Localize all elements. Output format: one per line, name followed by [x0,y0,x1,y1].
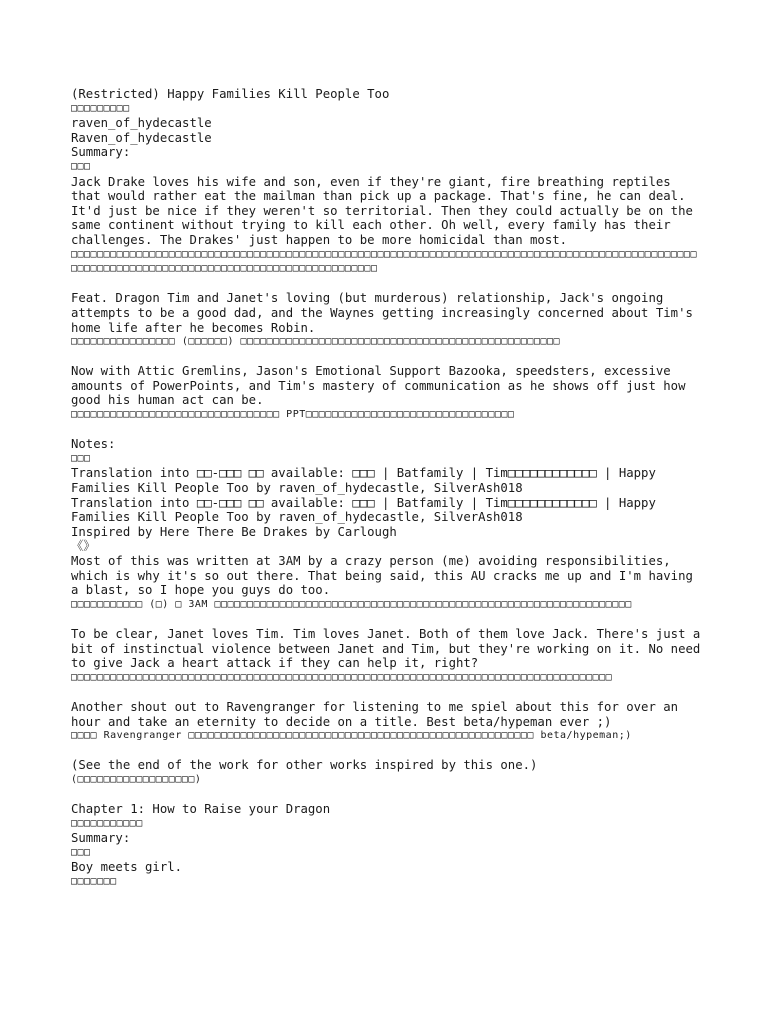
summary-paragraph: Feat. Dragon Tim and Janet's loving (but murderous) relationship, Jack's ongoing attempts to be a good dad, and the Waynes getting increasingly concerned about Tim's home life after he becomes Robin. [71,291,701,335]
notes-paragraph: To be clear, Janet loves Tim. Tim loves Janet. Both of them love Jack. There's just a bit of instinctual violence between Janet and Tim, but they're working on it. No need to give Jack a heart attack if they can help it, right? [71,626,708,671]
spacer [71,277,701,292]
chapter-title: Chapter 1: How to Raise your Dragon [71,802,331,817]
see-end-note[interactable]: (See the end of the work for other works inspired by this one.) [71,758,538,773]
summary-label: Summary: [71,145,131,160]
summary-paragraph-translation: □□□□□□□□□□□□□□□□□□□□□□□□□□□□□□□□ PPT□□□□□□□□□□□□□□□□□□□□□□□□□□□□□□□□ [71,409,515,421]
inspired-by-translation: 《》 [71,539,96,554]
spacer [71,423,701,438]
work-title: (Restricted) Happy Families Kill People Too [71,87,390,101]
author-name[interactable]: raven_of_hydecastle [71,116,212,131]
notes-paragraph-translation: □□□□□□□□□□□□□□□□□□□□□□□□□□□□□□□□□□□□□□□□□□□□□□□□□□□□□□□□□□□□□□□□□□□□□□□□□□□□□□□□□□□ [71,671,613,683]
see-end-note-translation: (□□□□□□□□□□□□□□□□□□) [71,773,202,785]
spacer [71,612,701,627]
spacer [71,788,701,803]
document-page [71,87,708,890]
summary-paragraph: Jack Drake loves his wife and son, even if they're giant, fire breathing reptiles that would rather eat the mailman than pick up a package. That's fine, he can deal. It'd just be nice if they weren't so territorial. Then they could actually be on the same continent without trying to kill each other. Oh well, every family has their challenges. The Drakes' just happen to be more homicidal than most. [71,174,701,247]
summary-label-translation: □□□ [71,160,91,172]
summary-paragraph-translation: □□□□□□□□□□□□□□□□□□□□□□□□□□□□□□□□□□□□□□□□□□□□□□□□□□□□□□□□□□□□□□□□□□□□□□□□□□□□□□□□□□□□□□□□□□□□□□□□□□□□□□□□□□□□□□□□□□□□□□□□□□□□□□□□□□□□□□□□□□□□□□□ [71,248,697,275]
notes-paragraph-translation: □□□□□□□□□□□ (□) □ 3AM □□□□□□□□□□□□□□□□□□□□□□□□□□□□□□□□□□□□□□□□□□□□□□□□□□□□□□□□□□□□□□□□ [71,598,632,610]
notes-paragraph: Another shout out to Ravengranger for listening to me spiel about this for over an hour and take an eternity to decide on a title. Best beta/hypeman ever ;) [71,699,686,729]
notes-paragraph: Most of this was written at 3AM by a crazy person (me) avoiding responsibilities, which is why it's so out there. That being said, this AU cracks me up and I'm having a blast, so I hope you guys do too. [71,554,701,598]
translation-link[interactable]: Translation into □□-□□□ □□ available: □□□ | Batfamily | Tim□□□□□□□□□□□□ | Happy Families Kill People Too by raven_of_hydecastle, SilverAsh018 [71,495,664,525]
author-pseud[interactable]: Raven_of_hydecastle [71,130,212,145]
notes-label: Notes: [71,437,116,452]
work-title-translation: □□□□□□□□□ [71,102,130,114]
inspired-by-link[interactable]: Inspired by Here There Be Drakes by Carlough [71,524,397,539]
notes-paragraph-translation: □□□□ Ravengranger □□□□□□□□□□□□□□□□□□□□□□□□□□□□□□□□□□□□□□□□□□□□□□□□□□□□□ beta/hypeman;) [71,730,632,742]
spacer [71,685,701,700]
spacer [71,744,701,759]
summary-paragraph-translation: □□□□□□□□□□□□□□□□ (□□□□□□) □□□□□□□□□□□□□□□□□□□□□□□□□□□□□□□□□□□□□□□□□□□□□□□□□ [71,336,561,348]
chapter-summary-translation: □□□□□□□ [71,876,117,888]
translation-link[interactable]: Translation into □□-□□□ □□ available: □□□ | Batfamily | Tim□□□□□□□□□□□□ | Happy Families Kill People Too by raven_of_hydecastle, SilverAsh018 [71,466,664,496]
summary-paragraph: Now with Attic Gremlins, Jason's Emotional Support Bazooka, speedsters, excessive amounts of PowerPoints, and Tim's mastery of communication as he shows off just how good his human act can be. [71,364,693,408]
chapter-summary: Boy meets girl. [71,860,183,875]
notes-label-translation: □□□ [71,452,91,464]
spacer [71,350,701,365]
chapter-summary-label: Summary: [71,831,131,846]
chapter-title-translation: □□□□□□□□□□□ [71,817,143,829]
chapter-summary-label-translation: □□□ [71,846,91,858]
